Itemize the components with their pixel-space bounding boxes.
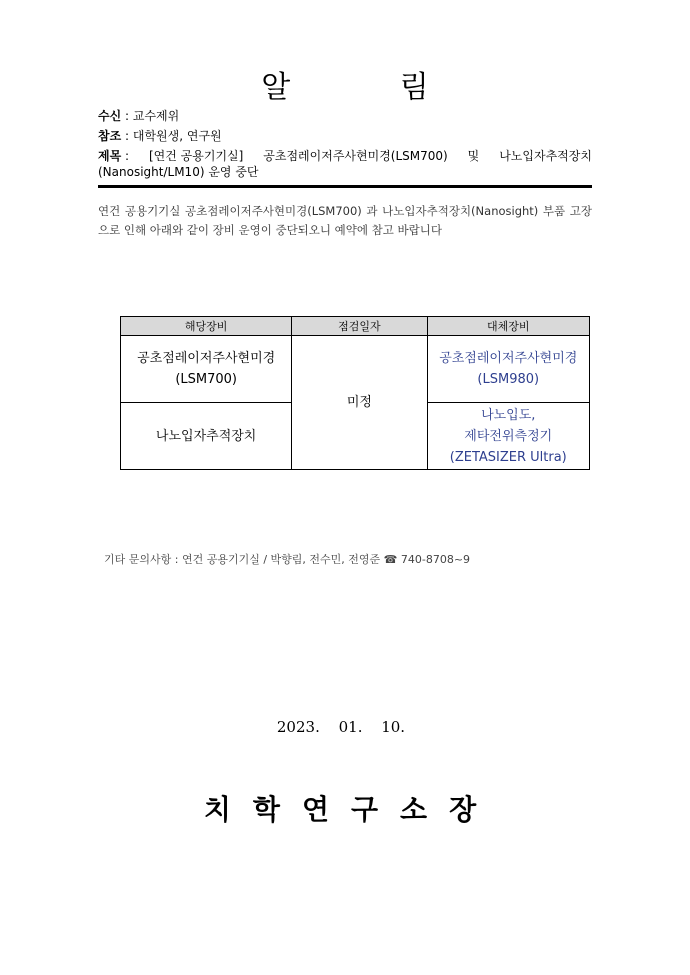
phone-icon: ☎ — [383, 553, 398, 566]
recipient-label: 수신 — [98, 109, 122, 123]
notice-body: 연건 공용기기실 공초점레이저주사현미경(LSM700) 과 나노입자추적장치(Nanosight) 부품 고장으로 인해 아래와 같이 장비 운영이 중단되오니 예약에 참고 바랍니다 — [98, 204, 592, 237]
table-row — [121, 336, 590, 403]
replacement-model: (ZETASIZER Ultra) — [449, 449, 567, 465]
reference-sep: : — [121, 129, 133, 143]
recipient-sep: : — [121, 109, 133, 123]
reference-label: 참조 — [98, 129, 122, 143]
replacement-name-2: 제타전위측정기 — [464, 428, 553, 444]
equipment-table — [120, 316, 590, 470]
subject-part: 나노입자추적장치 — [499, 149, 592, 163]
subject-label: 제목 — [98, 149, 122, 163]
contact-line — [104, 551, 470, 567]
table-header-row — [121, 317, 590, 336]
subject-line-1 — [98, 148, 592, 164]
issuer-name: 치학연구소장 — [203, 793, 499, 826]
header-divider — [98, 185, 592, 188]
equipment-model: (LSM700) — [175, 372, 237, 387]
contact-text: 기타 문의사항 : 연건 공용기기실 / 박향림, 전수민, 전영준 — [104, 553, 381, 566]
replacement-cell — [427, 403, 589, 470]
subject-part: [연건 공용기기실] — [149, 149, 244, 163]
replacement-name: 나노입도, — [481, 407, 536, 423]
reference-line — [98, 128, 222, 144]
equipment-cell — [121, 403, 292, 470]
subject-sep: : — [121, 149, 130, 163]
subject-part: 및 — [467, 149, 480, 163]
equipment-cell — [121, 336, 292, 403]
replacement-model: (LSM980) — [477, 372, 540, 387]
subject-part: 공초점레이저주사현미경(LSM700) — [263, 149, 448, 163]
column-header: 점검일자 — [292, 317, 427, 336]
subject-line-2: (Nanosight/LM10) 운영 중단 — [98, 165, 259, 179]
replacement-name: 공초점레이저주사현미경 — [439, 351, 578, 366]
recipient-line — [98, 108, 179, 124]
reference-value: 대학원생, 연구원 — [132, 129, 222, 143]
equipment-name: 나노입자추적장치 — [155, 428, 257, 444]
contact-phone: 740-8708~9 — [400, 553, 471, 566]
replacement-cell — [427, 336, 589, 403]
recipient-value: 교수제위 — [132, 109, 180, 123]
inspection-date-cell: 미정 — [292, 336, 427, 470]
subject-block — [98, 148, 592, 180]
issue-date: 2023. 01. 10. — [276, 718, 406, 736]
equipment-name: 공초점레이저주사현미경 — [137, 351, 276, 366]
page-title: 알 림 — [261, 70, 479, 105]
column-header: 해당장비 — [121, 317, 292, 336]
column-header: 대체장비 — [427, 317, 589, 336]
